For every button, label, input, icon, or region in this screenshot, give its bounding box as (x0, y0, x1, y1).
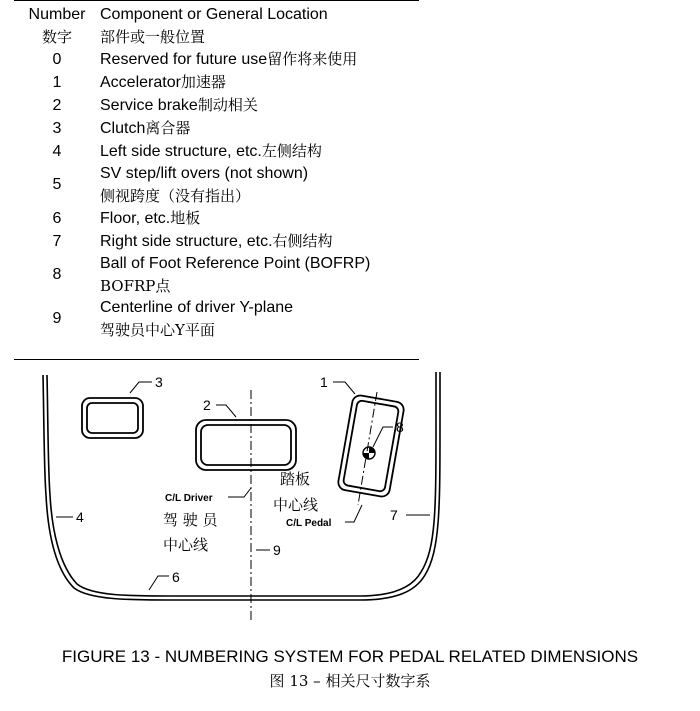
legend-row-zh: 留作将来使用 (267, 50, 358, 68)
legend-row-zh: 右侧结构 (272, 232, 333, 250)
legend-row-en: Floor, etc. (100, 210, 171, 227)
legend-row (14, 253, 419, 297)
legend-row-desc (100, 48, 419, 71)
callout-9: 9 (273, 542, 281, 558)
cabin-outline (43, 372, 440, 600)
legend-row-zh: 离合器 (145, 119, 191, 137)
accelerator-pedal (337, 394, 405, 498)
legend-row-zh: 驾驶员中心Y平面 (100, 321, 215, 339)
callout-2: 2 (203, 397, 211, 413)
legend-row-desc (100, 253, 419, 297)
legend-header-row (14, 4, 419, 48)
bofrp-marker-icon (363, 447, 375, 459)
legend-row-zh: BOFRP点 (100, 277, 171, 295)
header-component-en: Component or General Location (100, 6, 328, 23)
legend-row (14, 71, 419, 94)
figure-caption-zh: 图 13 – 相关尺寸数字系 (269, 672, 431, 690)
legend-row-zh: 制动相关 (197, 96, 258, 114)
legend-row-desc (100, 207, 419, 230)
legend-row-zh: 地板 (170, 209, 201, 227)
legend-row (14, 297, 419, 341)
callout-4: 4 (76, 509, 84, 525)
callout-8: 8 (396, 419, 404, 435)
cl-driver-zh-line2: 中心线 (163, 536, 209, 554)
legend-row-en: Centerline of driver Y-plane (100, 299, 294, 316)
figure-caption-en: FIGURE 13 - NUMBERING SYSTEM FOR PEDAL RELATED DIMENSIONS (61, 647, 639, 666)
legend-row-number: 7 (52, 232, 62, 250)
header-number-zh: 数字 (41, 28, 72, 46)
legend-row-zh: 加速器 (180, 73, 226, 91)
legend-row-desc (100, 163, 419, 207)
legend-row (14, 94, 419, 117)
header-number-cell (14, 4, 100, 48)
cl-pedal-label: C/L Pedal (286, 518, 332, 529)
callout-6: 6 (172, 569, 180, 585)
legend-row-en: Reserved for future use (100, 51, 268, 68)
legend-row-number: 9 (52, 310, 62, 327)
legend-row-number: 3 (52, 119, 62, 137)
callout-1: 1 (320, 374, 328, 390)
legend-row-number: 4 (52, 142, 62, 160)
cl-pedal-zh-line2: 中心线 (273, 496, 319, 514)
legend-row-en: Clutch (100, 120, 146, 137)
legend-row-en: Service brake (100, 97, 198, 114)
header-number-en: Number (28, 6, 86, 23)
header-component-cell (100, 4, 419, 48)
legend-row (14, 163, 419, 207)
legend-row-desc (100, 94, 419, 117)
legend-row (14, 140, 419, 163)
cl-driver-zh-line1: 驾 驶 员 (163, 511, 218, 529)
legend-row-number: 2 (52, 96, 62, 114)
legend-row-desc (100, 140, 419, 163)
table-top-rule (14, 0, 419, 1)
cl-pedal-zh-line1: 踏板 (280, 470, 311, 488)
callout-3: 3 (155, 374, 163, 390)
legend-row (14, 207, 419, 230)
cl-driver-label: C/L Driver (165, 493, 213, 504)
legend-row-number: 8 (52, 266, 62, 283)
legend-row-desc (100, 71, 419, 94)
legend-row (14, 48, 419, 71)
legend-row-desc (100, 230, 419, 253)
legend-row-en: Ball of Foot Reference Point (BOFRP) (100, 255, 371, 272)
legend-row-number: 6 (52, 209, 62, 227)
clutch-pedal (82, 398, 143, 438)
brake-pedal (196, 420, 296, 470)
legend-row-en: SV step/lift overs (not shown) (100, 165, 309, 182)
legend-row-en: Accelerator (100, 74, 181, 91)
legend-row (14, 230, 419, 253)
pedal-centerline (358, 392, 377, 505)
legend-row-number: 1 (52, 73, 62, 91)
callout-7: 7 (390, 507, 398, 523)
pedal-layout-diagram (0, 360, 700, 640)
legend-row-en: Left side structure, etc. (100, 143, 262, 160)
legend-row (14, 117, 419, 140)
legend-row-desc (100, 297, 419, 341)
legend-row-en: Right side structure, etc. (100, 233, 273, 250)
legend-row-zh: 侧视跨度（没有指出） (100, 187, 251, 205)
legend-table (14, 4, 419, 341)
legend-row-zh: 左侧结构 (261, 142, 322, 160)
legend-row-number: 0 (52, 50, 62, 68)
legend-row-number: 5 (52, 176, 62, 193)
header-component-zh: 部件或一般位置 (100, 28, 206, 46)
legend-row-desc (100, 117, 419, 140)
